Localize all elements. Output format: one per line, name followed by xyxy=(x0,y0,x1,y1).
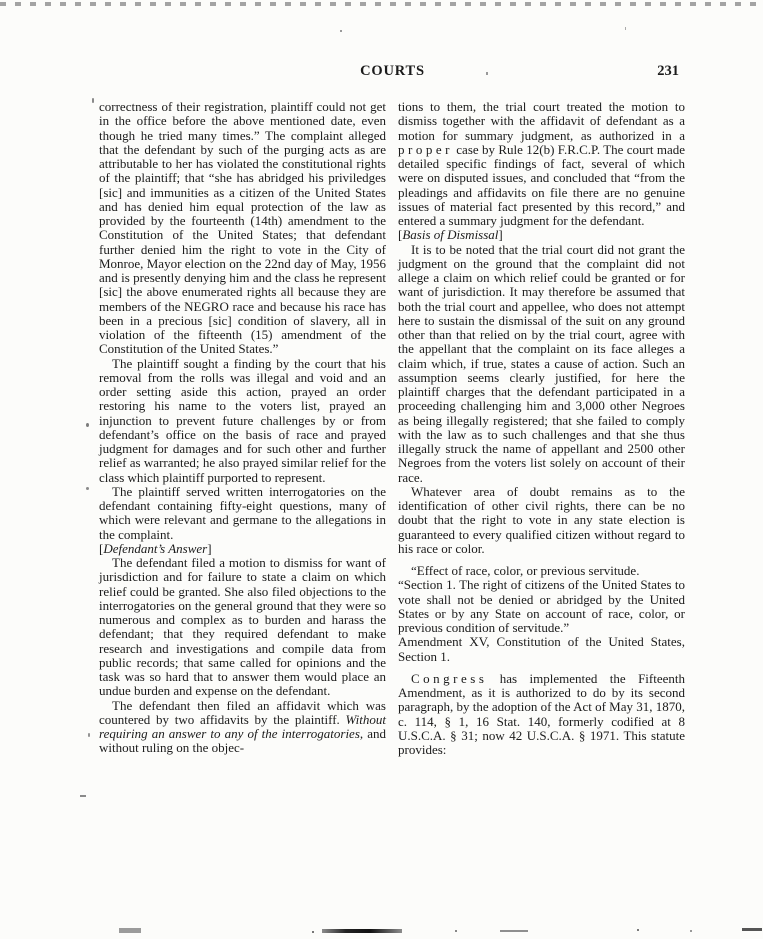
text-segment: correctness of their registration, plaintiff could not get in the office before the above mentioned date, even though he tried many times.” The complaint alleged that the defendant by such of the purging acts as are attributable to her has violated the constitutional rights of the plaintiff; that “she has abridged his priviledges [sic] and immunities as a citizen of the United States and has denied him equal protection of the law as provided by the fourteenth (14th) amendment to the Constitution of the United States; that defendant further denied him the right to vote in the City of Monroe, Mayor election on the 22nd day of May, 1956 and is presently denying him and the class he represent [sic] the above enumerated rights all because they are members of the NEGRO race and because his race has been in a precious [sic] condition of slavery, all in violation of the fifteenth (15) amendment of the Constitution of the United States.” xyxy=(99,99,386,357)
body-paragraph xyxy=(398,243,685,485)
text-segment: Basis of Dismissal xyxy=(402,227,499,243)
body-paragraph xyxy=(99,699,386,756)
body-paragraph xyxy=(398,485,685,556)
section-heading xyxy=(99,542,386,556)
text-segment: It is to be noted that the trial court did not grant the judgment on the ground that the complaint did not allege a claim on which relief could be granted or for want of jurisdiction. It may therefore be assumed that both the trial court and appellee, who does not attempt here to sustain the dismissal of the suit on any ground other than that relied on by the trial court, agree with the appellant that the complaint on its face alleges a claim which, if true, states a cause of action. Such an assumption seems clearly justified, for here the plaintiff charges that the defendant participated in a proceeding challenging him and 3,000 other Negroes as being illegally registered; that she failed to comply with the law as to such challenges and that she thus illegally struck the name of appellant and 2500 other Negroes from the voters list solely on account of their race. xyxy=(398,241,685,485)
blockquote-paragraph xyxy=(398,578,685,635)
section-heading xyxy=(398,228,685,242)
scan-speck xyxy=(340,30,342,32)
text-segment: has implemented the Fifteenth Amendment, as it is authorized to do by its second paragraph, by the adoption of the Act of May 31, 1870, c. 114, § 1, 16 Stat. 140, formerly codified at 8 U.S.C.A. § 31; now 42 U.S.C.A. § 1971. This statute provides: xyxy=(398,670,686,757)
scan-smudge xyxy=(119,928,141,933)
right-column xyxy=(398,100,685,757)
scan-smudge xyxy=(637,929,639,931)
scan-smudge xyxy=(322,929,402,933)
text-segment: The plaintiff sought a finding by the court that his removal from the rolls was illegal and void and an order setting aside this action, prayed an order restoring his name to the voters list, prayed an injunction to prevent future challenges by or from defendant’s office on the basis of race and prayed judgment for damages and for such other and further relief as warranted; he also prayed similar relief for the class which plaintiff purported to represent. xyxy=(99,355,386,485)
text-segment: Amendment XV, Constitution of the United States, Section 1. xyxy=(398,634,685,664)
text-segment: Whatever area of doubt remains as to the identification of other civil rights, there can be no doubt that the right to vote in any state election is guaranteed to every qualified citizen without regard to his race or color. xyxy=(398,483,685,556)
text-segment: The defendant filed a motion to dismiss for want of jurisdiction and for failure to state a claim on which relief could be granted. She also filed objections to the interrogatories on the general ground that they were so numerous and complex as to burden and harass the defendant; that they required defendant to make research and investigations and compile data from public records; that same called for opinions and the task was so hard that to answer them would place an undue burden and expense on the defendant. xyxy=(99,555,386,699)
text-segment: The defendant then filed an affidavit which was countered by two affidavits by the plaintiff. xyxy=(99,697,386,727)
body-paragraph xyxy=(398,672,685,758)
scan-smudge xyxy=(455,930,457,932)
body-paragraph xyxy=(99,357,386,485)
text-segment: and without ruling on the objec- xyxy=(99,726,386,756)
text-segment: proper xyxy=(398,141,453,157)
text-segment: “Section 1. The right of citizens of the United States to vote shall not be denied or abridged by the United States or by any State on account of race, color, or previous condition of servitude.” xyxy=(398,577,685,635)
text-segment: [ xyxy=(398,227,403,243)
running-header xyxy=(100,63,685,81)
text-segment: Without requiring an answer to any of the interrogatories, xyxy=(99,711,386,741)
header-title: COURTS xyxy=(360,63,425,79)
body-paragraph xyxy=(99,556,386,699)
text-segment: tions to them, the trial court treated the motion to dismiss together with the affidavit of defendant as a motion for summary judgment, as authorized in a xyxy=(398,99,685,143)
text-segment: Defendant’s Answer xyxy=(103,540,208,556)
text-segment: case by Rule 12(b) F.R.C.P. The court made detailed specific findings of fact, several of which were on disputed issues, and concluded that “from the pleadings and affidavits on file there are no genuine issues of material fact presented by this record,” and entered a summary judgment for the defendant. xyxy=(398,141,685,228)
left-column xyxy=(99,100,386,756)
scan-speck xyxy=(86,423,89,427)
perforation-dotted-line xyxy=(0,2,763,6)
scan-speck xyxy=(86,487,89,490)
scan-speck xyxy=(80,795,86,797)
body-paragraph xyxy=(99,100,386,357)
text-segment: ] xyxy=(498,227,503,243)
page-number: 231 xyxy=(657,63,679,79)
scan-smudge xyxy=(312,931,314,933)
blockquote-paragraph xyxy=(398,635,685,664)
text-segment: [ xyxy=(99,540,104,556)
scan-speck xyxy=(92,98,94,103)
text-segment: “Effect of race, color, or previous servitude. xyxy=(411,563,640,578)
body-paragraph xyxy=(398,100,685,228)
scan-smudge xyxy=(500,930,528,932)
body-paragraph xyxy=(99,485,386,542)
text-segment: Congress xyxy=(411,670,488,686)
scan-speck xyxy=(486,72,488,75)
scan-smudge xyxy=(742,928,762,931)
scan-speck xyxy=(88,733,90,737)
text-segment: ] xyxy=(207,540,212,556)
scan-smudge xyxy=(690,930,692,932)
text-segment: The plaintiff served written interrogatories on the defendant containing fifty-eight questions, many of which were relevant and germane to the allegations in the complaint. xyxy=(99,483,386,542)
blockquote-paragraph xyxy=(398,564,685,578)
scan-speck xyxy=(625,27,626,30)
